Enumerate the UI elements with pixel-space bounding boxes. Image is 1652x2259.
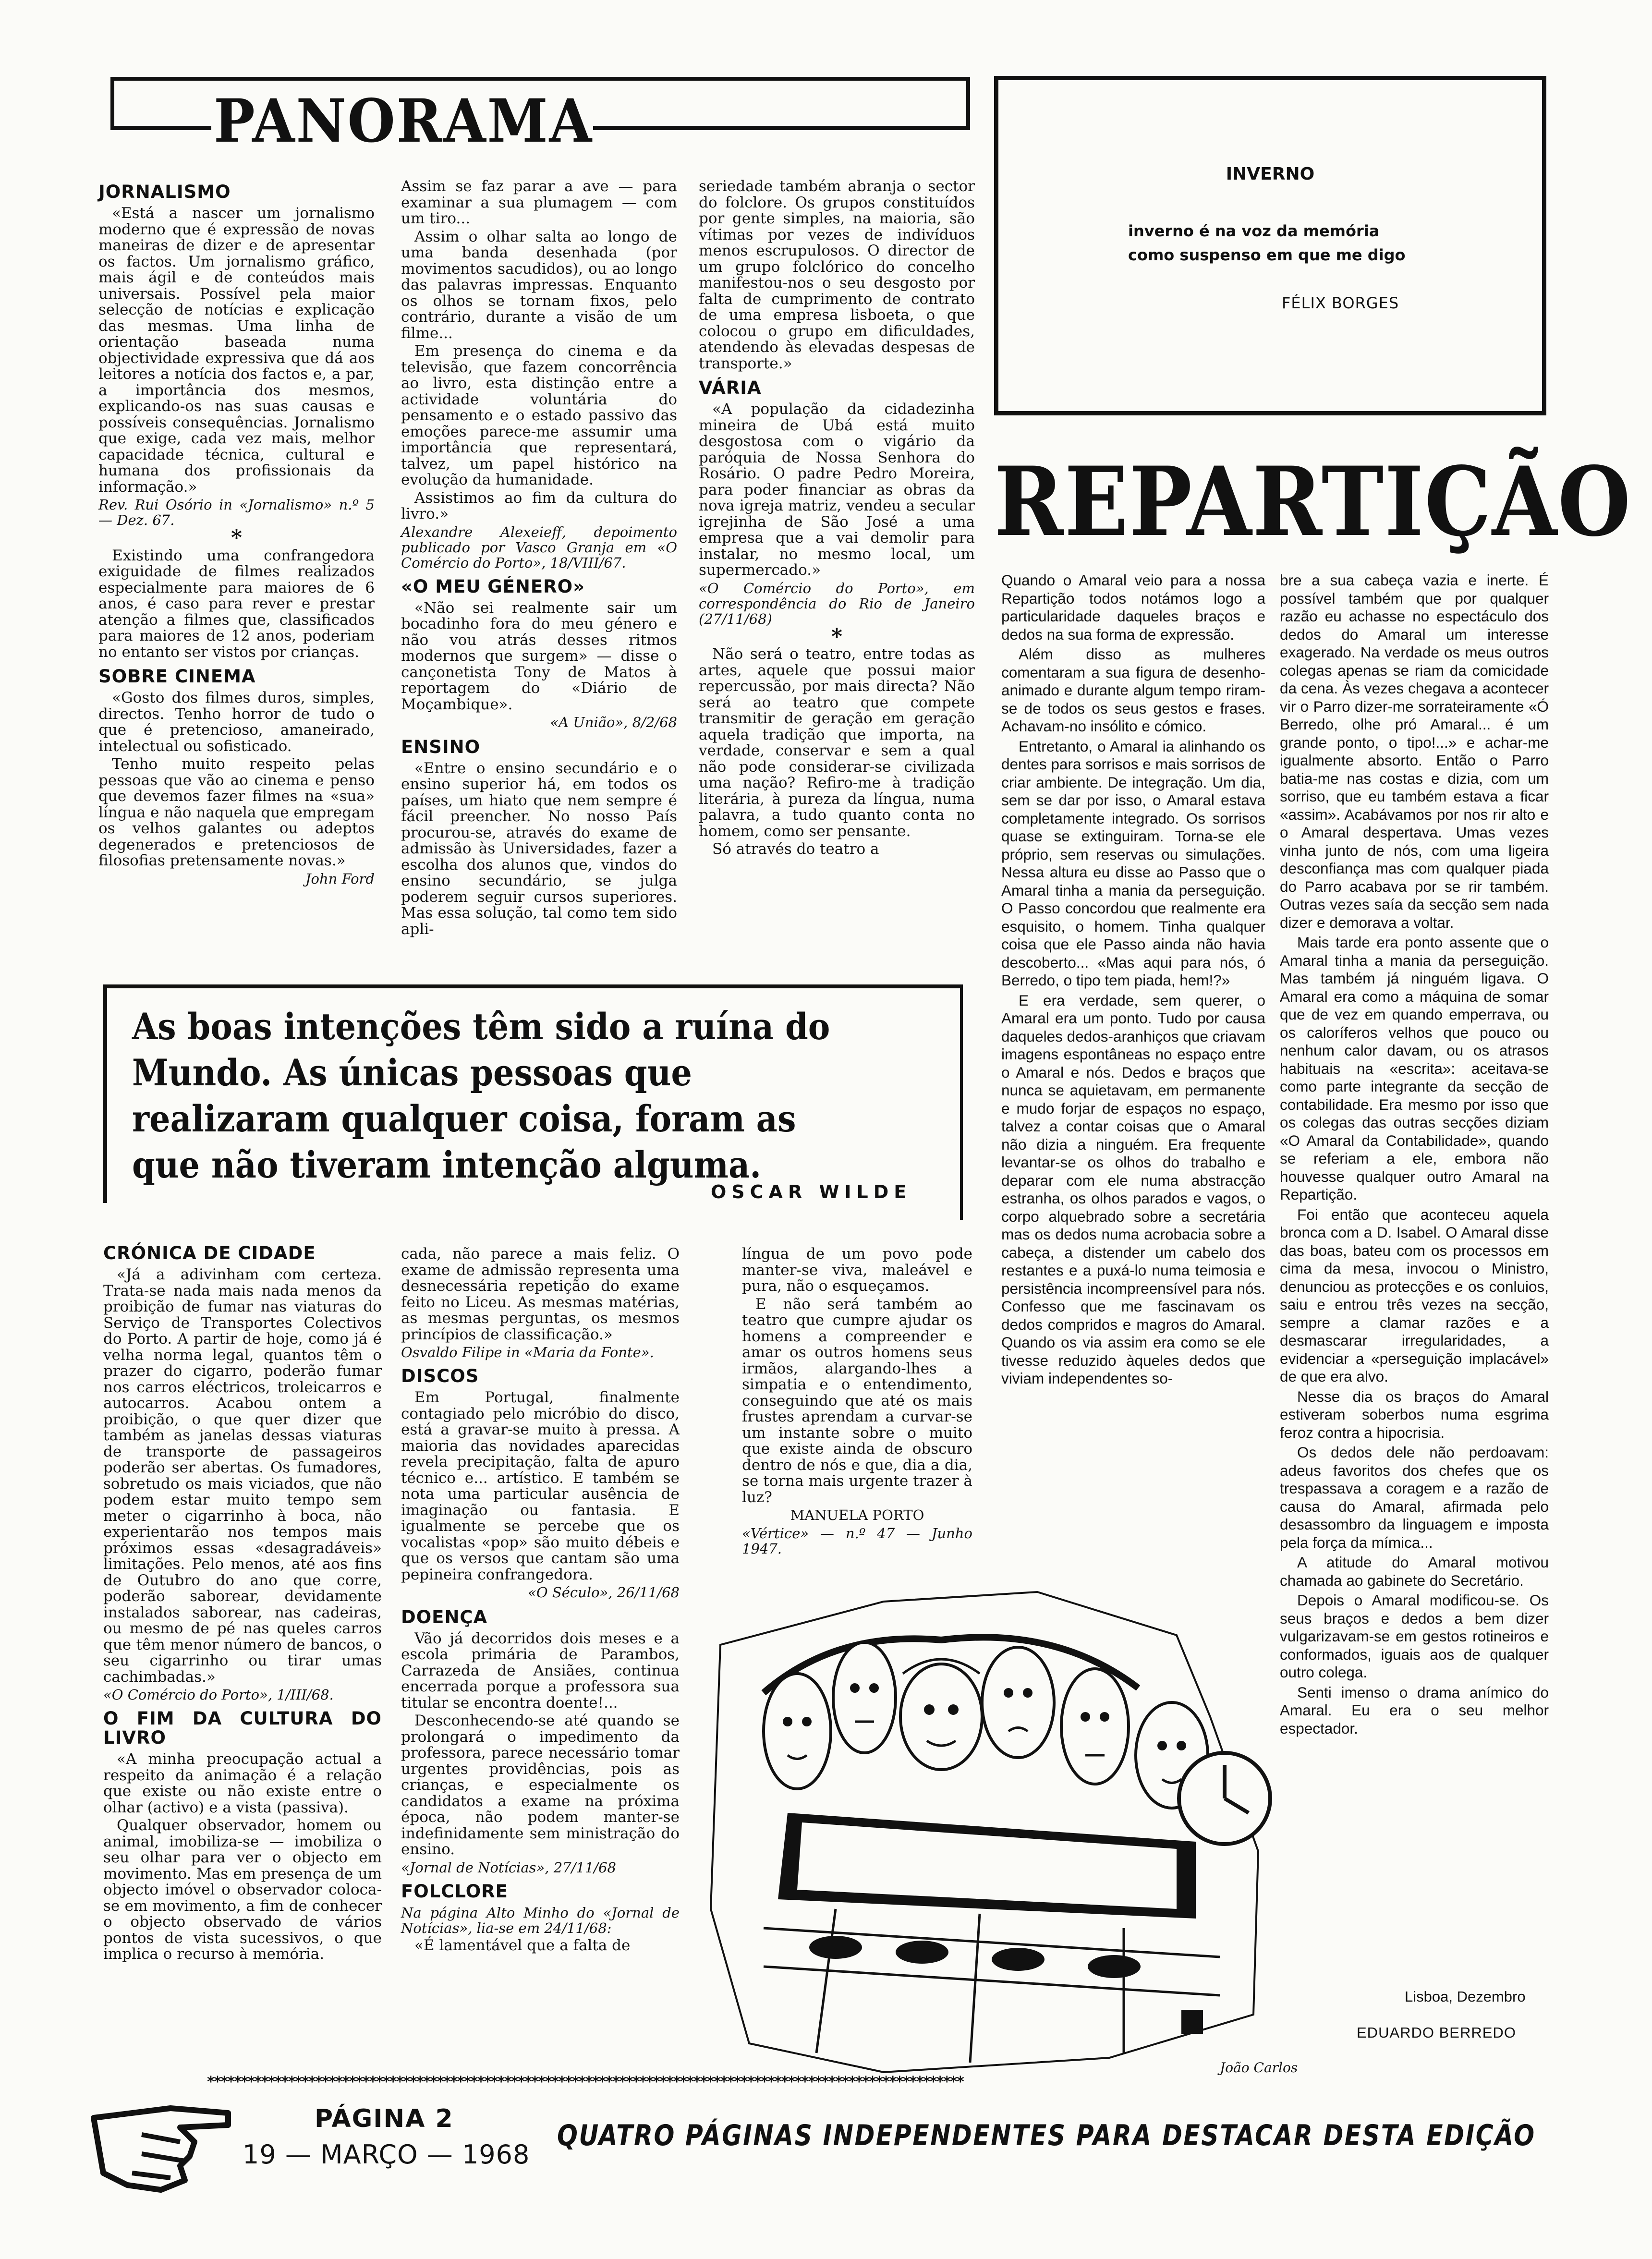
article-text: «Não sei realmente sair um bocadinho fora do meu género e não vou atrás desses ritmos modernos que surgem» — disse o cançonetista Tony de Matos à reportagem do «Diário de Moçambique». [401,599,677,713]
column-1-bottom [103,1244,382,2046]
article-signature: John Ford [305,870,375,887]
column-2-top [401,179,677,995]
article-citation: Rev. Rui Osório in «Jornalismo» n.º 5 — Dez. 67. [98,497,375,528]
article-text: «Gosto dos filmes duros, simples, directos. Tenho horror de tudo o que é pretencioso, amaneirado, intelectual ou sofisticado. [98,689,375,755]
quote-box-left-rule [103,984,107,1203]
poem-box [994,76,1546,415]
illustration-signature: João Carlos [1220,2060,1298,2076]
story-paragraph: E era verdade, sem querer, o Amaral era um ponto. Tudo por causa daqueles dedos-aranhiços que criavam imagens espontâneas no espaço entre o Amaral e nós. Dedos e braços que nunca se aquietavam, em permanente e mudo forjar de espaços no espaço, talvez a contar coisas que o Amaral não dizia a ninguém. Era frequente levantar-se os olhos do trabalho e deparar com ele numa abstracção estranha, os olhos parados e vagos, o corpo alquebrado sobre a secretária mas os dedos numa acrobacia sobre a cabeça, a distender um cabelo dos restantes e a puxá-lo numa teimosia e persistência incompreensível para nós. Confesso que me fascinavam os dedos compridos e magros do Amaral. Quando os via assim era como se ele tivesse reduzido àqueles dedos que viviam independentes so- [1001,991,1265,1387]
footer-stars: **************************************************************************************************************** [206,2074,963,2090]
article-text: Desconhecendo-se até quando se prolongará o impedimento da professora, parece necessário tomar urgentes providências, pois as crianças, e especialmente os candidatos a exame na próxima época, não podem manter-se indefinidamente sem ministração do ensino. [401,1712,680,1858]
footer-slogan: QUATRO PÁGINAS INDEPENDENTES PARA DESTACAR DESTA EDIÇÃO [557,2119,1536,2152]
article-text: Assim o olhar salta ao longo de uma banda desenhada (por movimentos sacudidos), ou ao longo das palavras impressas. Enquanto os olhos se tornam fixos, pelo contrário, durante a visão de um filme... [401,228,677,342]
article-text: «A minha preocupação actual a respeito da animação é a relação que existe ou não existe entre o olhar (activo) e a vista (passiva). [103,1750,382,1816]
article-text: seriedade também abranja o sector do folclore. Os grupos constituídos por gente simples, na maioria, são vítimas por vezes de indivíduos menos escrupulosos. O director de um grupo folclórico do concelho manifestou-nos o seu desgosto por falta de cumprimento de contrato de uma empresa lisboeta, o que colocou o grupo em dificuldades, atendendo às elevadas despesas de transporte.» [699,178,975,372]
article-text: cada, não parece a mais feliz. O exame de admissão representa uma desnecessária repetição do exame feito no Liceu. As mesmas matérias, as mesmas perguntas, os mesmos princípios de classificação.» [401,1245,680,1343]
story-paragraph: bre a sua cabeça vazia e inerte. É possível também que por qualquer razão eu achasse no espectáculo dos dedos do Amaral um interesse exagerado. Na verdade os meus outros colegas apenas se riam da comicidade da cena. Às vezes chegava a acontecer vir o Parro dizer-me sorrateiramente «Ó Berredo, olhe pró Amaral... é um grande ponto, o tipo!...» e achar-me igualmente absorto. Então o Parro batia-me nas costas e dizia, com um sorriso, que eu também estava a ficar «assim». Acabávamos por nos rir alto e o Amaral despertava. Umas vezes vinha junto de nós, com uma ligeira desconfiança mas com qualquer piada do Parro acabava por se rir também. Outras vezes saía da secção sem nada dizer e demorava a voltar. [1280,571,1549,931]
section-heading-fim-da-cultura: O FIM DA CULTURA DO LIVRO [103,1708,382,1748]
story-paragraph: Senti imenso o drama anímico do Amaral. Eu era o seu melhor espectador. [1280,1683,1549,1737]
quote-text: As boas intenções têm sido a ruína do Mundo. As únicas pessoas que realizaram qualquer coisa, foram as que não tiveram intenção alguma. [132,1005,830,1186]
article-text: Em presença do cinema e da televisão, que fazem concorrência ao livro, esta distinção entre a actividade voluntária do pensamento e o estado passivo das emoções parece-me assumir uma importância que representará, talvez, um papel histórico na evolução da humanidade. [401,342,677,488]
article-text: Assistimos ao fim da cultura do livro.» [401,489,677,522]
article-text: «Está a nascer um jornalismo moderno que é expressão de novas maneiras de dizer e de apresentar os factos. Um jornalismo gráfico, mais ágil e de conteúdos mais universais. Possível pela maior selecção de notícias e explicação das mesmas. Uma linha de orientação baseada numa objectividade expressiva que dá aos leitores a notícia dos factos e, a par, a importância dos mesmos, explicando-os nas suas causas e possíveis consequências. Jornalismo que exige, cada vez mais, melhor capacidade técnica, cultural e humana dos profissionais da informação.» [98,205,375,496]
separator-star: * [831,624,842,649]
article-citation: Osvaldo Filipe in «Maria da Fonte». [401,1344,654,1360]
section-heading-varia: VÁRIA [699,377,762,398]
header-right-rule [593,126,970,130]
article-text: E não será também ao teatro que cumpre ajudar os homens a compreender e amar os outros homens seus irmãos, alargando-lhes a simpatia e o entendimento, conseguindo que até os mais frustes aprendam a curvar-se um instante sobre o muito que existe ainda de obscuro dentro de nós e que, dia a dia, se torna mais urgente trazer à luz? [742,1295,972,1506]
section-heading-discos: DISCOS [401,1366,479,1386]
poem-line-1: inverno é na voz da memória [1128,222,1380,240]
header-left-rule [110,126,211,130]
article-text: Vão já decorridos dois meses e a escola primária de Parambos, Carrazeda de Ansiães, continua encerrada porque a professora sua titular se encontra doente!... [401,1629,680,1712]
article-text: «É lamentável que a falta de [414,1936,631,1954]
article-signature: «A União», 8/2/68 [550,714,677,730]
section-heading-cronica-de-cidade: CRÓNICA DE CIDADE [103,1243,316,1263]
article-citation: Alexandre Alexeieff, depoimento publicado por Vasco Granja em «O Comércio do Porto», 18/VIII/67. [401,523,677,571]
header-right-bracket [966,77,970,130]
article-intro: Na página Alto Minho do «Jornal de Notícias», lia-se em 24/11/68: [401,1904,680,1936]
section-heading-doenca: DOENÇA [401,1606,488,1627]
pointing-hand-icon [84,2089,238,2199]
story-paragraph: Foi então que aconteceu aquela bronca com a D. Isabel. O Amaral disse das boas, bateu com os processos em cima da mesa, invocou o Ministro, denunciou as protecções e os conluios, saiu e entrou três vezes na secção, sempre a clamar razões e a desmascarar irregularidades, a evidenciar a «perseguição implacável» de que era alvo. [1280,1205,1549,1385]
poem-line-2: como suspenso em que me digo [1128,246,1406,264]
article-citation: «Jornal de Notícias», 27/11/68 [401,1859,616,1876]
article-text: Existindo uma confrangedora exiguidade de filmes realizados especialmente para maiores de 6 anos, é caso para rever e prestar atenção a filmes que, classificados para maiores de 12 anos, poderiam no entanto ser vistos por crianças. [98,547,375,661]
article-text: Qualquer observador, homem ou animal, imobiliza-se — imobiliza o seu olhar para ver o objecto em movimento. Mas em presença de um objecto imóvel o observador coloca-se em movimento, a fim de conhecer o objecto observado de vários pontos de vista sucessivos, o que implica o recurso à memória. [103,1817,382,1963]
column-2-bottom [401,1246,680,2048]
panorama-header [110,77,970,154]
story-paragraph: Nesse dia os braços do Amaral estiveram soberbos numa esgrima feroz contra a hipocrisia. [1280,1387,1549,1441]
article-text: «Entre o ensino secundário e o ensino superior há, em todos os países, um hiato que nem sempre é fácil preencher. No nosso País procurou-se, através do exame de admissão às Universidades, fazer a escolha dos alunos que, vindos do ensino secundário, se julga poderem seguir cursos superiores. Mas essa solução, tal como tem sido apli- [401,759,677,938]
poem-author: FÉLIX BORGES [1282,294,1399,312]
quote-box [103,984,963,1220]
article-signature: «O Século», 26/11/68 [528,1584,680,1601]
article-citation: «O Comércio do Porto», em correspondência do Rio de Janeiro (27/11/68) [699,580,975,627]
footer-date: 19 — MARÇO — 1968 [243,2139,530,2170]
article-text: «A população da cidadezinha mineira de Ubá está muito desgostosa com o vigário da paróquia de Nossa Senhora do Rosário. O padre Pedro Moreira, para poder financiar as obras da nova igreja matriz, vendeu a secular igrejinha de São José a uma empresa que a vai demolir para instalar, no mesmo local, um supermercado.» [699,401,975,579]
article-citation: «Vértice» — n.º 47 — Junho 1947. [742,1525,972,1557]
article-text: Não será o teatro, entre todas as artes, aquele que possui maior repercussão, por mais directa? Não será ao teatro que compete transmitir de geração em geração aquela tradição que importa, na verdade, conservar e sem a qual não pode considerar-se civilizada uma nação? Refiro-me à tradição literária, à pureza da língua, numa palavra, a tudo quanto conta no homem, como ser pensante. [699,645,975,840]
section-heading-folclore: FOLCLORE [401,1881,508,1902]
section-heading-sobre-cinema: SOBRE CINEMA [98,666,256,687]
story-paragraph: Depois o Amaral modificou-se. Os seus braços e dedos a bem dizer vulgarizavam-se em gestos rotineiros e conformados, iguais aos de qualquer outro colega. [1280,1591,1549,1681]
reparticao-column-a [1001,571,1265,1590]
article-text: Tenho muito respeito pelas pessoas que vão ao cinema e penso que devemos fazer filmes na «sua» língua e não naquela que empregam os velhos galantes ou adeptos degenerados e pretenciosos de filosofias pretensamente novas.» [98,755,375,869]
quote-author: OSCAR WILDE [711,1181,912,1202]
section-heading-o-meu-genero: «O MEU GÉNERO» [401,576,585,597]
article-text: «Já a adivinham com certeza. Trata-se nada mais nada menos da proibição de fumar nas viaturas do Serviço de Transportes Colectivos do Porto. A partir de hoje, como já é velha norma legal, quantos têm o prazer do cigarro, poderão fumar nos carros eléctricos, troleicarros e autocarros. Acabou ontem a proibição, o que quer dizer que também as janelas dessas viaturas de transporte de passageiros poderão ser abertas. Os fumadores, sobretudo os mais viciados, que não podem estar muito tempo sem meter o cigarrinho à boca, não experientarão nos tempos mais próximos essas «desagradáveis» limitações. Pelo menos, até aos fins de Outubro do ano que corre, poderão saborear, devidamente instalados saborear, nas cadeiras, ou mesmo de pé nas queles carros que têm menor número de bancos, o seu cigarrinho ou tirar umas cachimbadas.» [103,1266,382,1686]
header-top-rule [110,77,970,81]
story-paragraph: Entretanto, o Amaral ia alinhando os dentes para sorrisos e mais sorrisos de criar ambiente. De integração. Um dia, sem se dar por isso, o Amaral estava completamente integrado. Os sorrisos quase se extinguiram. Torna-se ele próprio, sem reservas ou simulações. Nessa altura eu disse ao Passo que o Amaral tinha a mania da perseguição. O Passo concordou que realmente era esquisito, o homem. Tinha qualquer coisa que ele Passo ainda não havia descoberto... «Mas aqui para nós, ó Berredo, o tipo tem piada, hem!?» [1001,737,1265,989]
article-text: Assim se faz parar a ave — para examinar a sua plumagem — com um tiro... [401,178,677,227]
poem-title: INVERNO [1226,164,1315,184]
article-citation: «O Comércio do Porto», 1/III/68. [103,1687,334,1703]
story-place: Lisboa, Dezembro [1405,1988,1526,2005]
footer-page-number: PÁGINA 2 [315,2104,454,2133]
illustration [692,1573,1298,2091]
separator-star: * [231,525,242,550]
story-paragraph: Os dedos dele não perdoavam: adeus favoritos dos chefes que os trespassava a coragem e a razão de causa do Amaral, afirmada pelo desassombro da linguagem e imposta pela força da mímica... [1280,1444,1549,1551]
quote-box-top-rule [103,984,963,988]
column-3-bottom [742,1246,972,1568]
story-author: EDUARDO BERREDO [1357,2024,1516,2041]
illustration-drawing [692,1573,1298,2091]
article-text: Só através do teatro a [712,840,879,858]
column-3-top [699,179,975,995]
article-signature: MANUELA PORTO [790,1507,924,1523]
section-heading-ensino: ENSINO [401,736,481,757]
article-text: língua de um povo pode manter-se viva, maleável e pura, não o esqueçamos. [742,1245,972,1295]
quote-box-right-rule [960,984,963,1220]
reparticao-title: REPARTIÇÃO [994,446,1632,558]
page-title: PANORAMA [214,86,593,156]
story-paragraph: A atitude do Amaral motivou chamada ao gabinete do Secretário. [1280,1554,1549,1589]
header-left-bracket [110,77,114,130]
story-paragraph: Quando o Amaral veio para a nossa Repartição todos notámos logo a particularidade daqueles braços e dedos na sua forma de expressão. [1001,571,1265,643]
story-paragraph: Além disso as mulheres comentaram a sua figura de desenho-animado e durante algum tempo riram-se de todos os seus gestos e frases. Achavam-no insólito e cómico. [1001,645,1265,735]
story-paragraph: Mais tarde era ponto assente que o Amaral tinha a mania da perseguição. Mas também já ninguém ligava. O Amaral era como a máquina de somar que de vez em quando emperrava, ou os caloríferos velhos que pouco ou nenhum calor davam, ou os atrasos habituais na «escrita»: aceitava-se como parte integrante da secção de contabilidade. Era mesmo por isso que os colegas das outras secções diziam «O Amaral da Contabilidade», quando se referiam a ele, embora não houvesse qualquer outro Amaral na Repartição. [1280,934,1549,1203]
article-text: Em Portugal, finalmente contagiado pelo micróbio do disco, está a gravar-se muito à pressa. A maioria das novidades aparecidas revela precipitação, falta de apuro técnico e... artístico. E também se nota uma particular ausência de imaginação ou fantasia. E igualmente se percebe que os vocalistas «pop» são muito débeis e que os versos que cantam são uma pepineira confrangedora. [401,1389,680,1583]
section-heading-jornalismo: JORNALISMO [98,182,231,202]
reparticao-column-b [1280,571,1549,1916]
column-1-top [98,182,375,994]
